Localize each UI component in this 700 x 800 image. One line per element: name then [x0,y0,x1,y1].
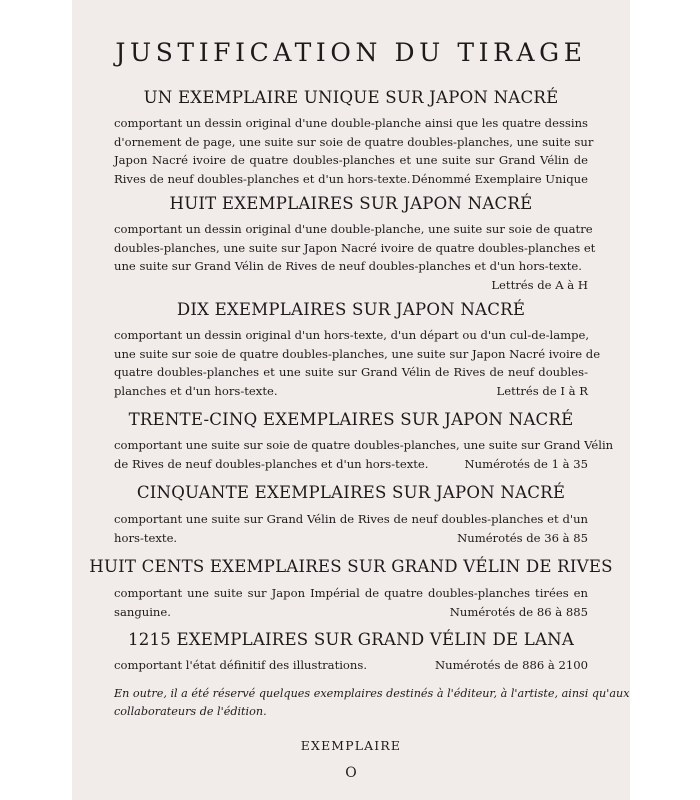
section-heading-dix: DIX EXEMPLAIRES SUR JAPON NACRÉ [176,300,526,319]
colophon-page [72,0,630,800]
designation: Lettrés de I à R [496,383,588,398]
text-line-with-designation [114,382,588,401]
text-line: de Rives de neuf doubles-planches et d'un hors-texte. [114,456,429,471]
text-line: d'ornement de page, une suite sur soie de quatre doubles-planches, une suite sur [114,134,594,149]
text-line: comportant une suite sur Japon Impérial de quatre doubles-planches tirées en [114,586,588,600]
text-line: hors-texte. [114,530,178,545]
designation: Numérotés de 886 à 2100 [434,658,588,672]
section-heading-cinquante: CINQUANTE EXEMPLAIRES SUR JAPON NACRÉ [136,483,566,502]
note-line: En outre, il a été réservé quelques exemplaires destinés à l'éditeur, à l'artiste, ainsi qu'aux [114,687,630,700]
designation: Numérotés de 36 à 85 [457,530,588,545]
designation: Numérotés de 1 à 35 [464,456,588,471]
text-line-with-designation [114,529,588,548]
section-heading-huit-cents: HUIT CENTS EXEMPLAIRES SUR GRAND VÉLIN DE RIVES [89,557,613,576]
text-line: Rives de neuf doubles-planches et d'un hors-texte. [114,171,411,186]
exemplaire-label: EXEMPLAIRE [300,738,402,753]
text-line: comportant une suite sur Grand Vélin de Rives de neuf doubles-planches et d'un [114,512,588,526]
section-body-dix [114,326,601,400]
section-body-1215 [114,656,588,675]
text-line-with-designation [114,170,588,189]
text-line: doubles-planches, une suite sur Japon Nacré ivoire de quatre doubles-planches et [114,240,596,255]
page-margin-left [0,0,72,800]
text-line: sanguine. [114,604,171,619]
text-line: une suite sur Grand Vélin de Rives de neuf doubles-planches et d'un hors-texte. [114,259,582,273]
exemplaire-number: O [345,765,357,781]
section-body-trente-cinq [114,436,614,473]
designation: Lettrés de A à H [491,277,588,292]
text-line: quatre doubles-planches et une suite sur Grand Vélin de Rives de neuf doubles- [114,365,588,379]
text-line: comportant l'état définitif des illustrations. [114,658,368,672]
section-heading-unique: UN EXEMPLAIRE UNIQUE SUR JAPON NACRÉ [143,88,559,107]
text-line-with-designation [114,603,588,622]
section-heading-trente-cinq: TRENTE-CINQ EXEMPLAIRES SUR JAPON NACRÉ [128,410,574,429]
page-margin-right [630,0,700,800]
section-body-huit [114,220,596,294]
text-line: planches et d'un hors-texte. [114,383,278,398]
designation: Numérotés de 86 à 885 [449,604,588,619]
note-line: collaborateurs de l'édition. [114,705,267,718]
section-body-unique [114,114,594,188]
text-line: comportant un dessin original d'un hors-texte, d'un départ ou d'un cul-de-lampe, [114,328,590,342]
text-line-with-designation [114,656,588,675]
text-line-with-designation [114,455,588,474]
page-title: JUSTIFICATION DU TIRAGE [115,38,587,67]
section-heading-1215: 1215 EXEMPLAIRES SUR GRAND VÉLIN DE LANA [127,630,575,649]
text-line: Japon Nacré ivoire de quatre doubles-planches et une suite sur Grand Vélin de [114,153,588,167]
reserved-copies-note [114,685,630,721]
text-line: comportant un dessin original d'une double-planche, une suite sur soie de quatre [114,222,593,236]
text-line: comportant un dessin original d'une double-planche ainsi que les quatre dessins [114,116,588,130]
text-line: comportant une suite sur soie de quatre doubles-planches, une suite sur Grand Vélin [114,438,614,452]
designation: Dénommé Exemplaire Unique [411,171,588,186]
section-body-huit-cents [114,584,588,621]
text-line: une suite sur soie de quatre doubles-planches, une suite sur Japon Nacré ivoire de [114,346,601,361]
section-heading-huit: HUIT EXEMPLAIRES SUR JAPON NACRÉ [169,194,533,213]
section-body-cinquante [114,510,588,547]
